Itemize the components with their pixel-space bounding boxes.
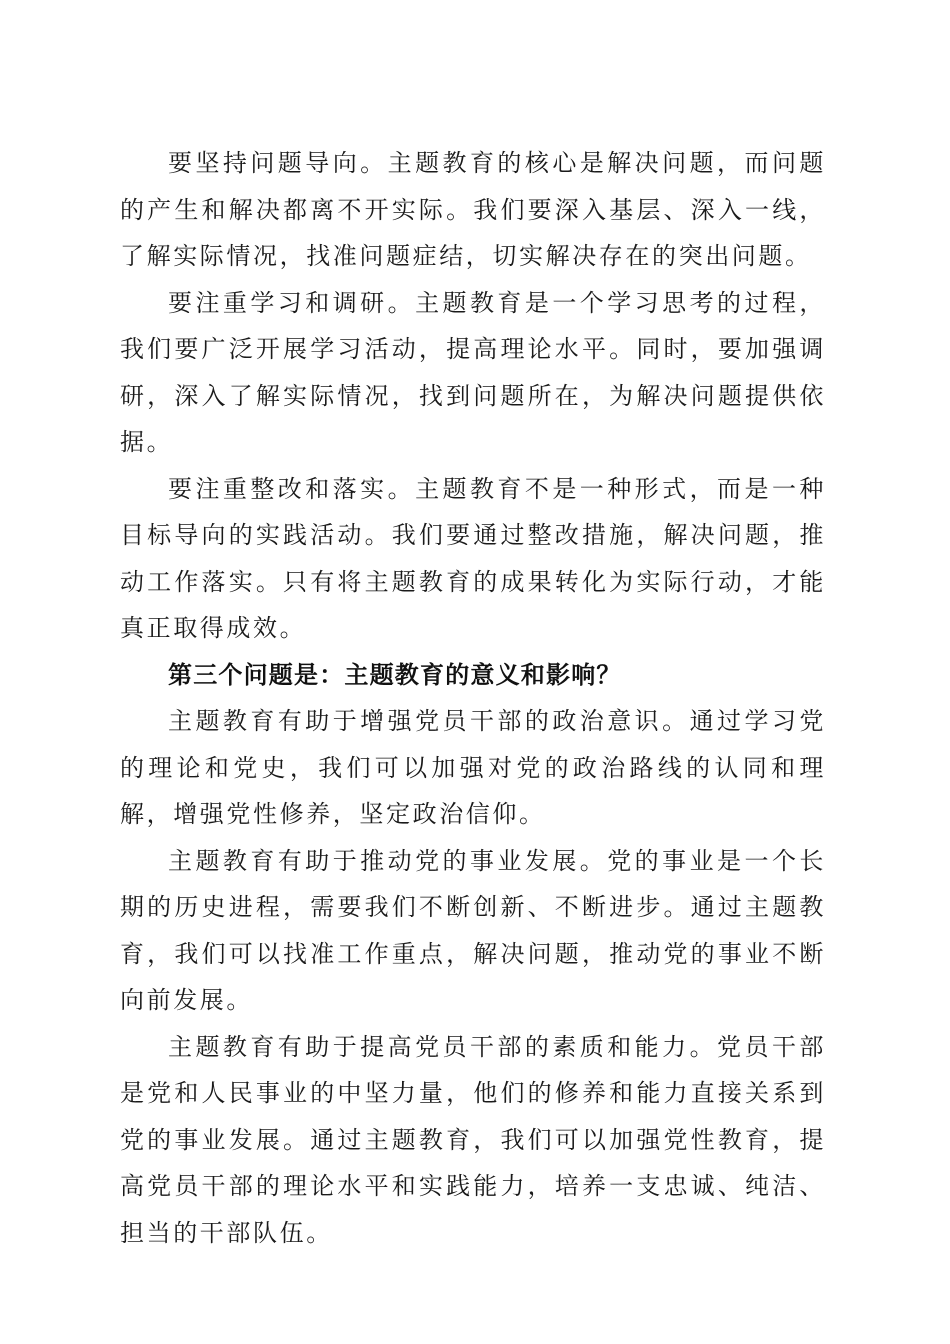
paragraph-study-and-research: 要注重学习和调研。主题教育是一个学习思考的过程，我们要广泛开展学习活动，提高理论水平。同时，要加强调研，深入了解实际情况，找到问题所在，为解决问题提供依据。 bbox=[120, 288, 826, 456]
paragraph-party-development: 主题教育有助于推动党的事业发展。党的事业是一个长期的历史进程，需要我们不断创新、不断进步。通过主题教育，我们可以找准工作重点，解决问题，推动党的事业不断向前发展。 bbox=[120, 846, 826, 1014]
paragraph-problem-orientation: 要坚持问题导向。主题教育的核心是解决问题，而问题的产生和解决都离不开实际。我们要深入基层、深入一线，了解实际情况，找准问题症结，切实解决存在的突出问题。 bbox=[120, 149, 826, 270]
paragraph-political-awareness: 主题教育有助于增强党员干部的政治意识。通过学习党的理论和党史，我们可以加强对党的政治路线的认同和理解，增强党性修养，坚定政治信仰。 bbox=[120, 707, 826, 828]
section-heading: 第三个问题是：主题教育的意义和影响？ bbox=[168, 659, 622, 689]
document-body bbox=[120, 140, 826, 1256]
paragraph-cadre-quality: 主题教育有助于提高党员干部的素质和能力。党员干部是党和人民事业的中坚力量，他们的修养和能力直接关系到党的事业发展。通过主题教育，我们可以加强党性教育，提高党员干部的理论水平和实践能力，培养一支忠诚、纯洁、担当的干部队伍。 bbox=[120, 1032, 826, 1247]
paragraph-rectification: 要注重整改和落实。主题教育不是一种形式，而是一种目标导向的实践活动。我们要通过整改措施，解决问题，推动工作落实。只有将主题教育的成果转化为实际行动，才能真正取得成效。 bbox=[120, 474, 826, 642]
